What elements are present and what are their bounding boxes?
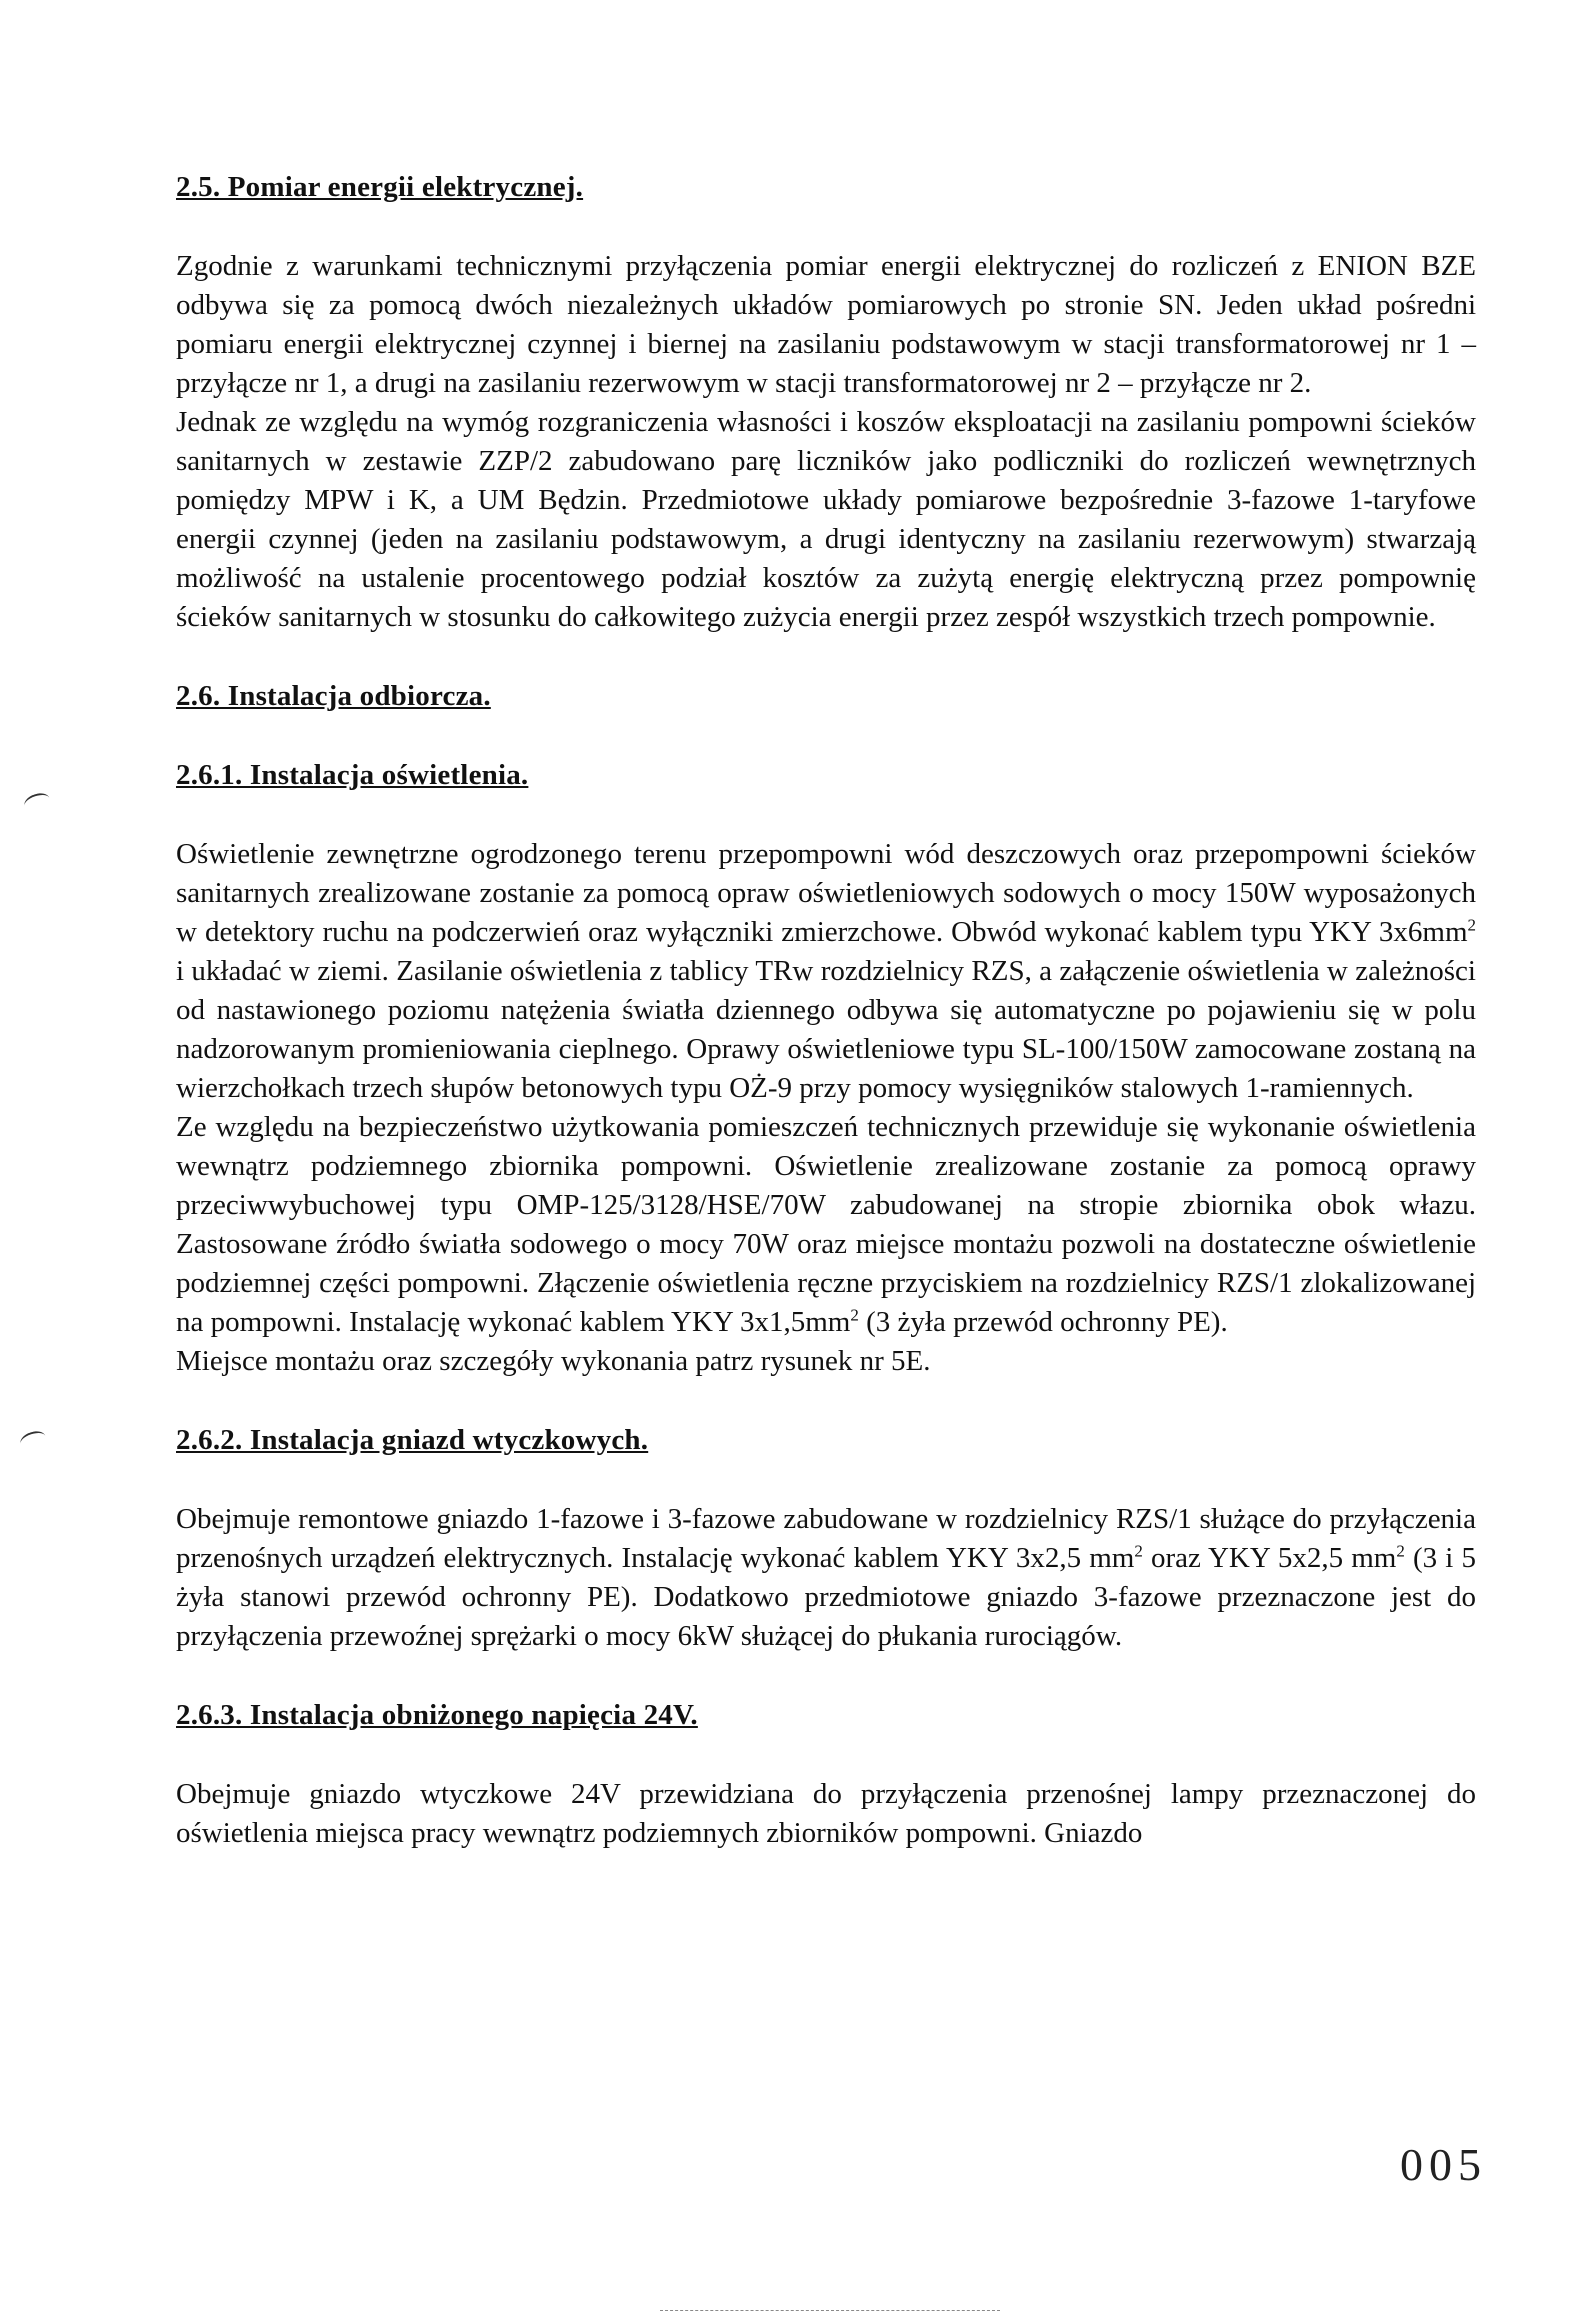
paragraph-2-6-1-2: Ze względu na bezpieczeństwo użytkowania pomieszczeń technicznych przewiduje się wykonanie oświetlenia wewnątrz podziemnego zbiornika pompowni. Oświetlenie zrealizowane zostanie za pomocą oprawy przeciwwybuchowej typu OMP-125/3128/HSE/70W zabudowanej na stropie zbiornika obok włazu. Zastosowane źródło światła sodowego o mocy 70W oraz miejsce montażu pozwoli na dostateczne oświetlenie podziemnej części pompowni. Złączenie oświetlenia ręczne przyciskiem na rozdzielnicy RZS/1 zlokalizowanej na pompowni. Instalację wykonać kablem YKY $3x1,5mm^2$ (3 żyła przewód ochronny PE).: [176, 1111, 1476, 1338]
page-number: 005: [1400, 2139, 1487, 2190]
paragraph-2-6-1-1: Oświetlenie zewnętrzne ogrodzonego terenu przepompowni wód deszczowych oraz przepompowni ścieków sanitarnych zrealizowane zostanie za pomocą opraw oświetleniowych sodowych o mocy 150W wyposażonych w detektory ruchu na podczerwień oraz wyłączniki zmierzchowe. Obwód wykonać kablem typu YKY $3x6mm^2$ i układać w ziemi. Zasilanie oświetlenia z tablicy TRw rozdzielnicy RZS, a załączenie oświetlenia w zależności od nastawionego poziomu natężenia światła dziennego odbywa się automatyczne po pojawieniu się w polu nadzorowanym promieniowania cieplnego. Oprawy oświetleniowe typu SL-100/150W zamocowane zostaną na wierzchołkach trzech słupów betonowych typu OŻ-9 przy pomocy wysięgników stalowych 1-ramiennych.: [176, 838, 1476, 1104]
paragraph-2-6-1-3: Miejsce montażu oraz szczegóły wykonania patrz rysunek nr 5E.: [176, 1345, 931, 1377]
bottom-rule: [660, 2310, 1000, 2311]
document-page: [176, 168, 1476, 1853]
section-heading-2-6-3: 2.6.3. Instalacja obniżonego napięcia 24V.: [176, 1699, 698, 1731]
scan-mark: [18, 1428, 48, 1451]
paragraph-2-5-1: Zgodnie z warunkami technicznymi przyłączenia pomiar energii elektrycznej do rozliczeń z ENION BZE odbywa się za pomocą dwóch niezależnych układów pomiarowych po stronie SN. Jeden układ pośredni pomiaru energii elektrycznej czynnej i biernej na zasilaniu podstawowym w stacji transformatorowej nr 1 – przyłącze nr 1, a drugi na zasilaniu rezerwowym w stacji transformatorowej nr 2 – przyłącze nr 2.: [176, 250, 1476, 399]
paragraph-2-6-3-1: Obejmuje gniazdo wtyczkowe 24V przewidziana do przyłączenia przenośnej lampy przeznaczonej do oświetlenia miejsca pracy wewnątrz podziemnych zbiorników pompowni. Gniazdo: [176, 1778, 1476, 1849]
section-heading-2-5: 2.5. Pomiar energii elektrycznej.: [176, 171, 584, 203]
section-heading-2-6: 2.6. Instalacja odbiorcza.: [176, 680, 491, 712]
section-heading-2-6-2: 2.6.2. Instalacja gniazd wtyczkowych.: [176, 1424, 649, 1456]
paragraph-2-5-2: Jednak ze względu na wymóg rozgraniczenia własności i koszów eksploatacji na zasilaniu pompowni ścieków sanitarnych w zestawie ZZP/2 zabudowano parę liczników jako podliczniki do rozliczeń wewnętrznych pomiędzy MPW i K, a UM Będzin. Przedmiotowe układy pomiarowe bezpośrednie 3-fazowe 1-taryfowe energii czynnej (jeden na zasilaniu podstawowym, a drugi identyczny na zasilaniu rezerwowym) stwarzają możliwość na ustalenie procentowego podział kosztów za zużytą energię elektryczną przez pompownię ścieków sanitarnych w stosunku do całkowitego zużycia energii przez zespół wszystkich trzech pompownie.: [176, 406, 1476, 633]
section-heading-2-6-1: 2.6.1. Instalacja oświetlenia.: [176, 759, 529, 791]
scan-mark: [22, 790, 52, 813]
paragraph-2-6-2-1: Obejmuje remontowe gniazdo 1-fazowe i 3-fazowe zabudowane w rozdzielnicy RZS/1 służące do przyłączenia przenośnych urządzeń elektrycznych. Instalację wykonać kablem YKY 3x2,5 $mm^2$ oraz YKY 5x2,5 $mm^2$ (3 i 5 żyła stanowi przewód ochronny PE). Dodatkowo przedmiotowe gniazdo 3-fazowe przeznaczone jest do przyłączenia przewoźnej sprężarki o mocy 6kW służącej do płukania rurociągów.: [176, 1503, 1477, 1652]
